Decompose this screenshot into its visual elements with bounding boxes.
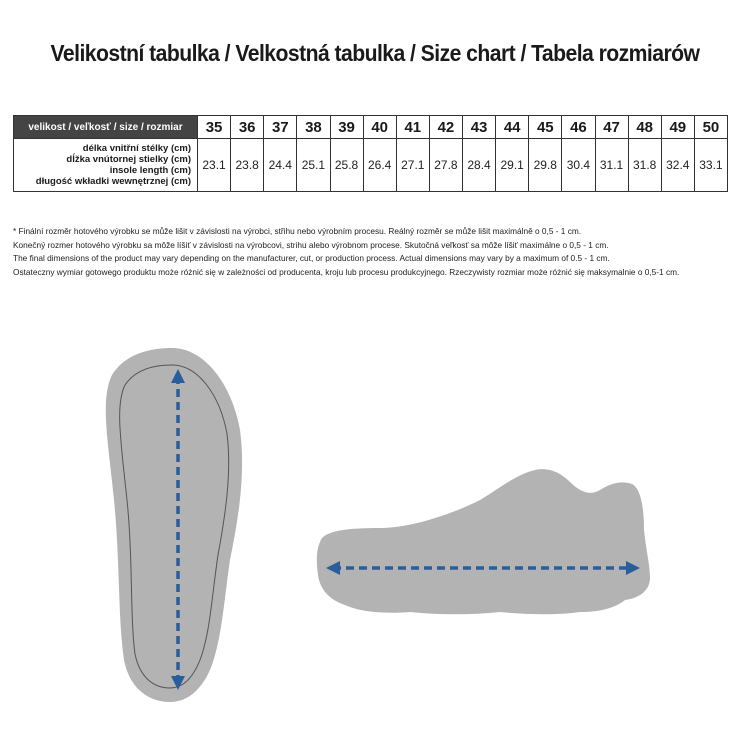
length-cell: 24.4 <box>264 139 297 192</box>
length-cell: 28.4 <box>463 139 496 192</box>
length-cell: 29.8 <box>529 139 562 192</box>
insole-top-view-icon <box>106 348 242 702</box>
row-label-pl: długość wkładki wewnętrznej (cm) <box>35 176 191 187</box>
size-cell: 39 <box>330 116 363 139</box>
length-cell: 26.4 <box>363 139 396 192</box>
length-cell: 25.8 <box>330 139 363 192</box>
length-cell: 23.1 <box>198 139 231 192</box>
size-cell: 44 <box>496 116 529 139</box>
row-label-sk: dĺžka vnútornej stielky (cm) <box>66 154 191 165</box>
row-label-cz: délka vnitřní stélky (cm) <box>82 143 191 154</box>
size-cell: 35 <box>198 116 231 139</box>
size-cell: 41 <box>396 116 429 139</box>
length-cell: 29.1 <box>496 139 529 192</box>
size-cell: 40 <box>363 116 396 139</box>
size-cell: 47 <box>595 116 628 139</box>
size-cell: 45 <box>529 116 562 139</box>
page-title: Velikostní tabulka / Velkostná tabulka / Size chart / Tabela rozmiarów <box>50 40 700 66</box>
note-sk: Konečný rozmer hotového výrobku sa môže líšiť v závislosti na výrobcovi, strihu alebo výrobnom procese. Skutočná veľkosť sa môže líšiť maximálne o 0,5 - 1 cm. <box>13 239 609 250</box>
size-cell: 48 <box>628 116 661 139</box>
length-cell: 31.1 <box>595 139 628 192</box>
length-cell: 23.8 <box>231 139 264 192</box>
size-cell: 38 <box>297 116 330 139</box>
size-cell: 50 <box>694 116 727 139</box>
note-cz: * Finální rozměr hotového výrobku se může lišit v závislosti na výrobci, střihu nebo výrobním procesu. Reálný rozměr se může lišit maximálně o 0,5 - 1 cm. <box>13 226 582 236</box>
length-cell: 27.8 <box>429 139 462 192</box>
length-cell: 25.1 <box>297 139 330 192</box>
size-cell: 43 <box>463 116 496 139</box>
note-en: The final dimensions of the product may vary depending on the manufacturer, cut, or production process. Actual dimensions may vary by a maximum of 0.5 - 1 cm. <box>13 253 610 263</box>
length-cell: 31.8 <box>628 139 661 192</box>
length-cell: 32.4 <box>661 139 694 192</box>
size-header-label: velikost / veľkosť / size / rozmiar <box>14 116 198 139</box>
shoe-side-view-icon <box>317 469 650 614</box>
size-cell: 49 <box>661 116 694 139</box>
size-cell: 37 <box>264 116 297 139</box>
length-cell: 30.4 <box>562 139 595 192</box>
length-cell: 27.1 <box>396 139 429 192</box>
note-pl: Ostateczny wymiar gotowego produktu może różnić się w zależności od producenta, kroju lub procesu produkcyjnego. Rzeczywisty rozmiar może różnić się maksymalnie o 0,5-1 cm. <box>13 266 680 277</box>
size-cell: 46 <box>562 116 595 139</box>
length-cell: 33.1 <box>694 139 727 192</box>
size-cell: 36 <box>231 116 264 139</box>
row-label-en: insole length (cm) <box>109 165 191 176</box>
size-cell: 42 <box>429 116 462 139</box>
